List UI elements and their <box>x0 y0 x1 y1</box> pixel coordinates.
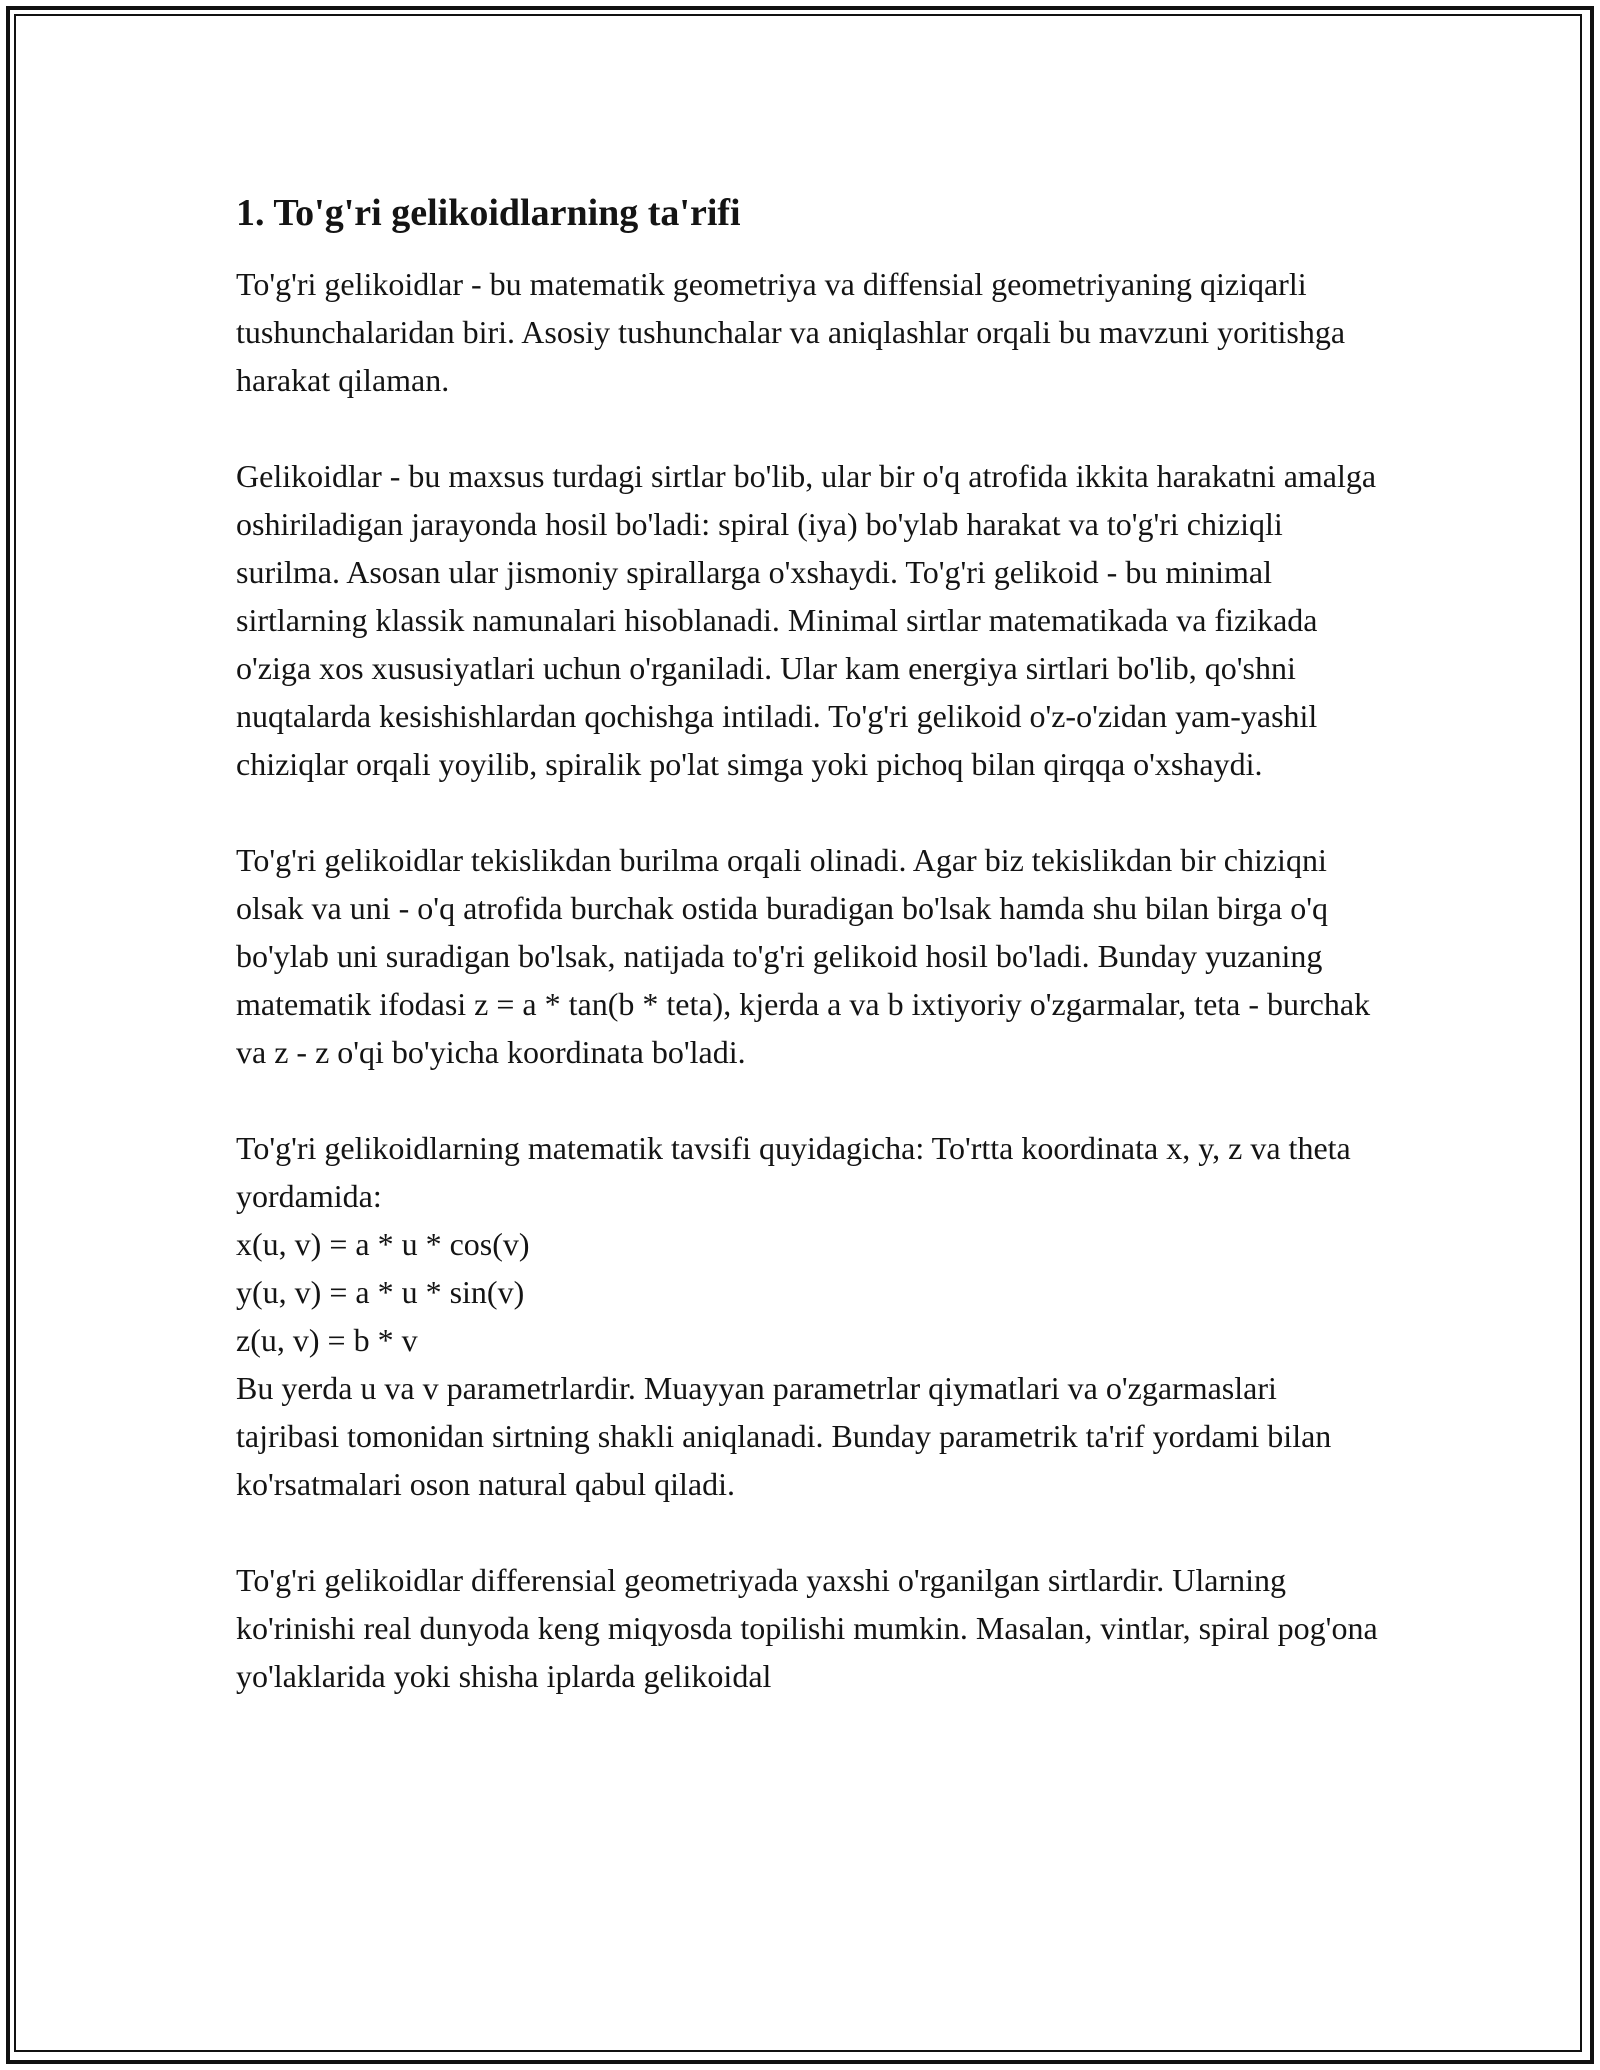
paragraph-construction: To'g'ri gelikoidlar tekislikdan burilma orqali olinadi. Agar biz tekislikdan bir chiziqni olsak va uni - o'q atrofida burchak ostida buradigan bo'lsak hamda shu bilan birga o'q bo'ylab uni suradigan bo'lsak, natijada to'g'ri gelikoid hosil bo'ladi. Bunday yuzaning matematik ifodasi z = a * tan(b * teta), kjerda a va b ixtiyoriy o'zgarmalar, teta - burchak va z - z o'qi bo'yicha koordinata bo'ladi. <box>236 842 1371 1070</box>
paragraph-intro: To'g'ri gelikoidlar - bu matematik geometriya va diffensial geometriyaning qiziqarli tushunchalaridan biri. Asosiy tushunchalar va aniqlashlar orqali bu mavzuni yoritishga harakat qilaman. <box>236 266 1346 398</box>
paragraph-gelikoid-definition: Gelikoidlar - bu maxsus turdagi sirtlar bo'lib, ular bir o'q atrofida ikkita harakatni amalga oshiriladigan jarayonda hosil bo'ladi: spiral (iya) bo'ylab harakat va to'g'ri chiziqli surilma. Asosan ular jismoniy spirallarga o'xshaydi. To'g'ri gelikoid - bu minimal sirtlarning klassik namunalari hisoblanadi. Minimal sirtlar matematikada va fizikada o'ziga xos xususiyatlari uchun o'rganiladi. Ular kam energiya sirtlari bo'lib, qo'shni nuqtalarda kesishishlardan qochishga intiladi. To'g'ri gelikoid o'z-o'zidan yam-yashil chiziqlar orqali yoyilib, spiralik po'lat simga yoki pichoq bilan qirqqa o'xshaydi. <box>236 458 1377 782</box>
paragraph-closing: To'g'ri gelikoidlar differensial geometriyada yaxshi o'rganilgan sirtlardir. Ularning ko'rinishi real dunyoda keng miqyosda topilishi mumkin. Masalan, vintlar, spiral pog'ona yo'laklarida yoki shisha iplarda gelikoidal <box>236 1562 1378 1694</box>
math-intro-text: To'g'ri gelikoidlarning matematik tavsifi quyidagicha: To'rtta koordinata x, y, z va theta yordamida: <box>236 1130 1351 1214</box>
formula-y: y(u, v) = a * u * sin(v) <box>236 1274 525 1310</box>
section-heading: 1. To'g'ri gelikoidlarning ta'rifi <box>236 192 741 234</box>
formula-x: x(u, v) = a * u * cos(v) <box>236 1226 530 1262</box>
document-body <box>236 186 1386 1748</box>
math-description-block <box>236 1124 1386 1508</box>
formula-z: z(u, v) = b * v <box>236 1322 418 1358</box>
math-outro-text: Bu yerda u va v parametrlardir. Muayyan parametrlar qiymatlari va o'zgarmaslari tajribasi tomonidan sirtning shakli aniqlanadi. Bunday parametrik ta'rif yordami bilan ko'rsatmalari oson natural qabul qiladi. <box>236 1370 1332 1502</box>
